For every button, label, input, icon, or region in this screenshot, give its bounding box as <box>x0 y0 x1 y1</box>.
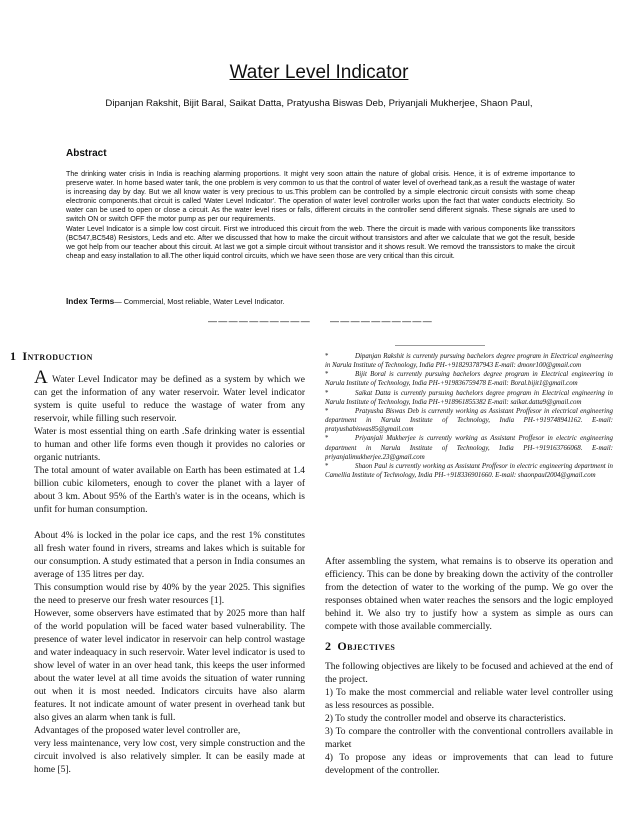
section-heading-objectives <box>325 639 395 654</box>
abstract-heading: Abstract <box>66 148 107 159</box>
intro-paragraph: Water is most essential thing on earth .Safe drinking water is essential to human and other life forms even though it provides no calories or organic nutriants. <box>34 427 305 463</box>
footnote-rule <box>395 345 485 346</box>
abstract-paragraph: The drinking water crisis in India is reaching alarming proportions. It might very soon attain the nature of global crisis. Hence, it is of extreme importance to preserve water. In home based water tank, the one problem is very common to us that the control of water level of overhead tank,as a result the wastage of water is increasing day by day. But we all know water is very precious to us.This problem can be controlled by a simple electronic circuit consists with some cheap electronic components.that circuit is called 'Water Level Indicator'. The operation of water level controller works upon the fact that water conducts electricity. So water can be used to open or close a circuit. As the water level rises or falls, different circuits in the controller send different signals. These signals are used to switch ON or switch OFF the motor pump as per our requirements. <box>66 170 575 224</box>
index-terms-label: Index Terms <box>66 296 115 306</box>
section-number: 1 <box>10 349 17 363</box>
section-number: 2 <box>325 639 332 653</box>
paper-title: Water Level Indicator <box>229 62 409 83</box>
intro-paragraph: Advantages of the proposed water level controller are, <box>34 726 241 736</box>
objective-item: 4) To propose any ideas or improvements that can lead to future development of the controller. <box>325 753 613 776</box>
footnote: * Saikat Datta is currently pursuing bachelors degree program in Electrical engineering in Narula Institute of Technology, India PH-+918961855382 E-mail: saikat.datta9@gmail.com <box>325 389 613 406</box>
intro-paragraph: very less maintenance, very low cost, very simple construction and the circuit involved is also relatively simpler. It can be easily made at home [5]. <box>34 739 305 775</box>
intro-paragraph: About 4% is locked in the polar ice caps, and the rest 1% constitutes all fresh water found in rivers, streams and lakes which is suitable for our consumption. A study estimated that a person in India consumes an average of 135 litres per day. <box>34 531 305 580</box>
objectives-body <box>325 661 613 778</box>
footnote: * Pratyusha Biswas Deb is currently working as Assistant Proffesor in electrical engineering department in Narula Institute of Technology, India PH-+919748941162. E-mail: pratyushabiswas85@gmail.com <box>325 407 613 434</box>
intro-paragraph: A Water Level Indicator may be defined as a system by which we can get the information of any water reservoir. Water level indicator system is quite useful to reduce the wastage of water from any reservoir, while filling such reservoir. <box>34 367 305 424</box>
objective-item: 1) To make the most commercial and reliable water level controller using as less resources as possible. <box>325 688 613 711</box>
index-terms-text: — Commercial, Most reliable, Water Level Indicator. <box>114 297 285 306</box>
intro-paragraph: The total amount of water available on Earth has been estimated at 1.4 billion cubic kilometers, enough to cover the planet with a layer of about 3 km. About 95% of the Earth's water is in the oceans, which is unfit for human consumption. <box>34 466 305 515</box>
body-paragraph: After assembling the system, what remains is to observe its operation and efficiency. This can be done by breaking down the activity of the controller from the detection of water to the working of the pump. We go over the responses obtained when water reaches the sensors and the logic employed behind it. We also try to justify how a system as simple as ours can compete with those available commercially. <box>325 557 613 632</box>
author-list: Dipanjan Rakshit, Bijit Baral, Saikat Datta, Pratyusha Biswas Deb, Priyanjali Mukherjee, Shaon Paul, <box>105 98 533 109</box>
operation-paragraph <box>325 556 613 634</box>
objective-item: 3) To compare the controller with the conventional controllers available in market <box>325 727 613 750</box>
paragraph-gap <box>34 517 305 530</box>
intro-paragraph: This consumption would rise by 40% by the year 2025. This signifies the need to preserve our fresh water resources [1]. <box>34 583 305 606</box>
footnote: * Dipanjan Rakshit is currently pursuing bachelors degree program in Electrical engineering in Narula Institute of Technology, India PH-+918293787943 E-mail: dmonr100@gmail.com <box>325 353 613 370</box>
footnote: * Bijit Boral is currently pursuing bachelors degree program in Electrical engineering in Narula Institute of Technology, India PH-+919836759478 E-mail: Boral.bijit1@gmail.com <box>325 371 613 388</box>
objectives-paragraph: The following objectives are likely to be focused and achieved at the end of the project. <box>325 662 613 685</box>
author-footnotes <box>325 352 613 480</box>
introduction-body <box>34 367 305 777</box>
intro-paragraph: However, some observers have estimated that by 2025 more than half of the world population will be faced water based vulnerability. The presence of water level indicator in reservoir can help control wastage and water indeaquacy in such reservoir. Water level indicator is used to show level of water in an over head tank, this keeps the user informed about the water level at all time avoids the situation of water running out when it is most needed. Indicators circuits have also alarm features. It not indicate amount of water present in overhead tank but also gives an alarm when tank is full. <box>34 609 305 723</box>
section-title: Objectives <box>337 639 396 653</box>
index-terms <box>66 296 575 306</box>
footnote: * Shaon Paul is currently working as Assistant Proffesor in electric engineering department in Camellia Institute of Technology, India PH-+918336901660. E-mail: shaonpaul2004@gmail.com <box>325 462 613 480</box>
footnote: * Priyanjali Mukherjee is currently working as Assistant Proffesor in electric engineering department in Narula Institute of Technology, India PH-+919163766068. E-mail: priyanjalimukherjee.23@gmail.com <box>325 435 613 461</box>
separator-left: —————————— <box>208 316 311 326</box>
section-title: Introduction <box>22 349 93 363</box>
abstract-body <box>66 170 575 261</box>
section-heading-introduction <box>10 349 93 364</box>
drop-cap: A <box>34 367 48 388</box>
objective-item: 2) To study the controller model and observe its characteristics. <box>325 714 566 724</box>
abstract-paragraph: Water Level Indicator is a simple low cost circuit. First we introduced this circuit from the web. There the circuit is made with various components like transsitors (BC547,BC548) Resistors, Leds and etc. After we discussed that how to make the circuit without transistors and after we calculate that we got the result, beside we got help from our teacher about this circuit. At last we got a simple circuit without transistor and it shows result. We removd the transsistors to make the circuit cheap and easy installation to all.The other liquid control circuits, which we have seen those are very critical than this circuit. <box>66 224 575 260</box>
separator-right: —————————— <box>330 316 433 326</box>
